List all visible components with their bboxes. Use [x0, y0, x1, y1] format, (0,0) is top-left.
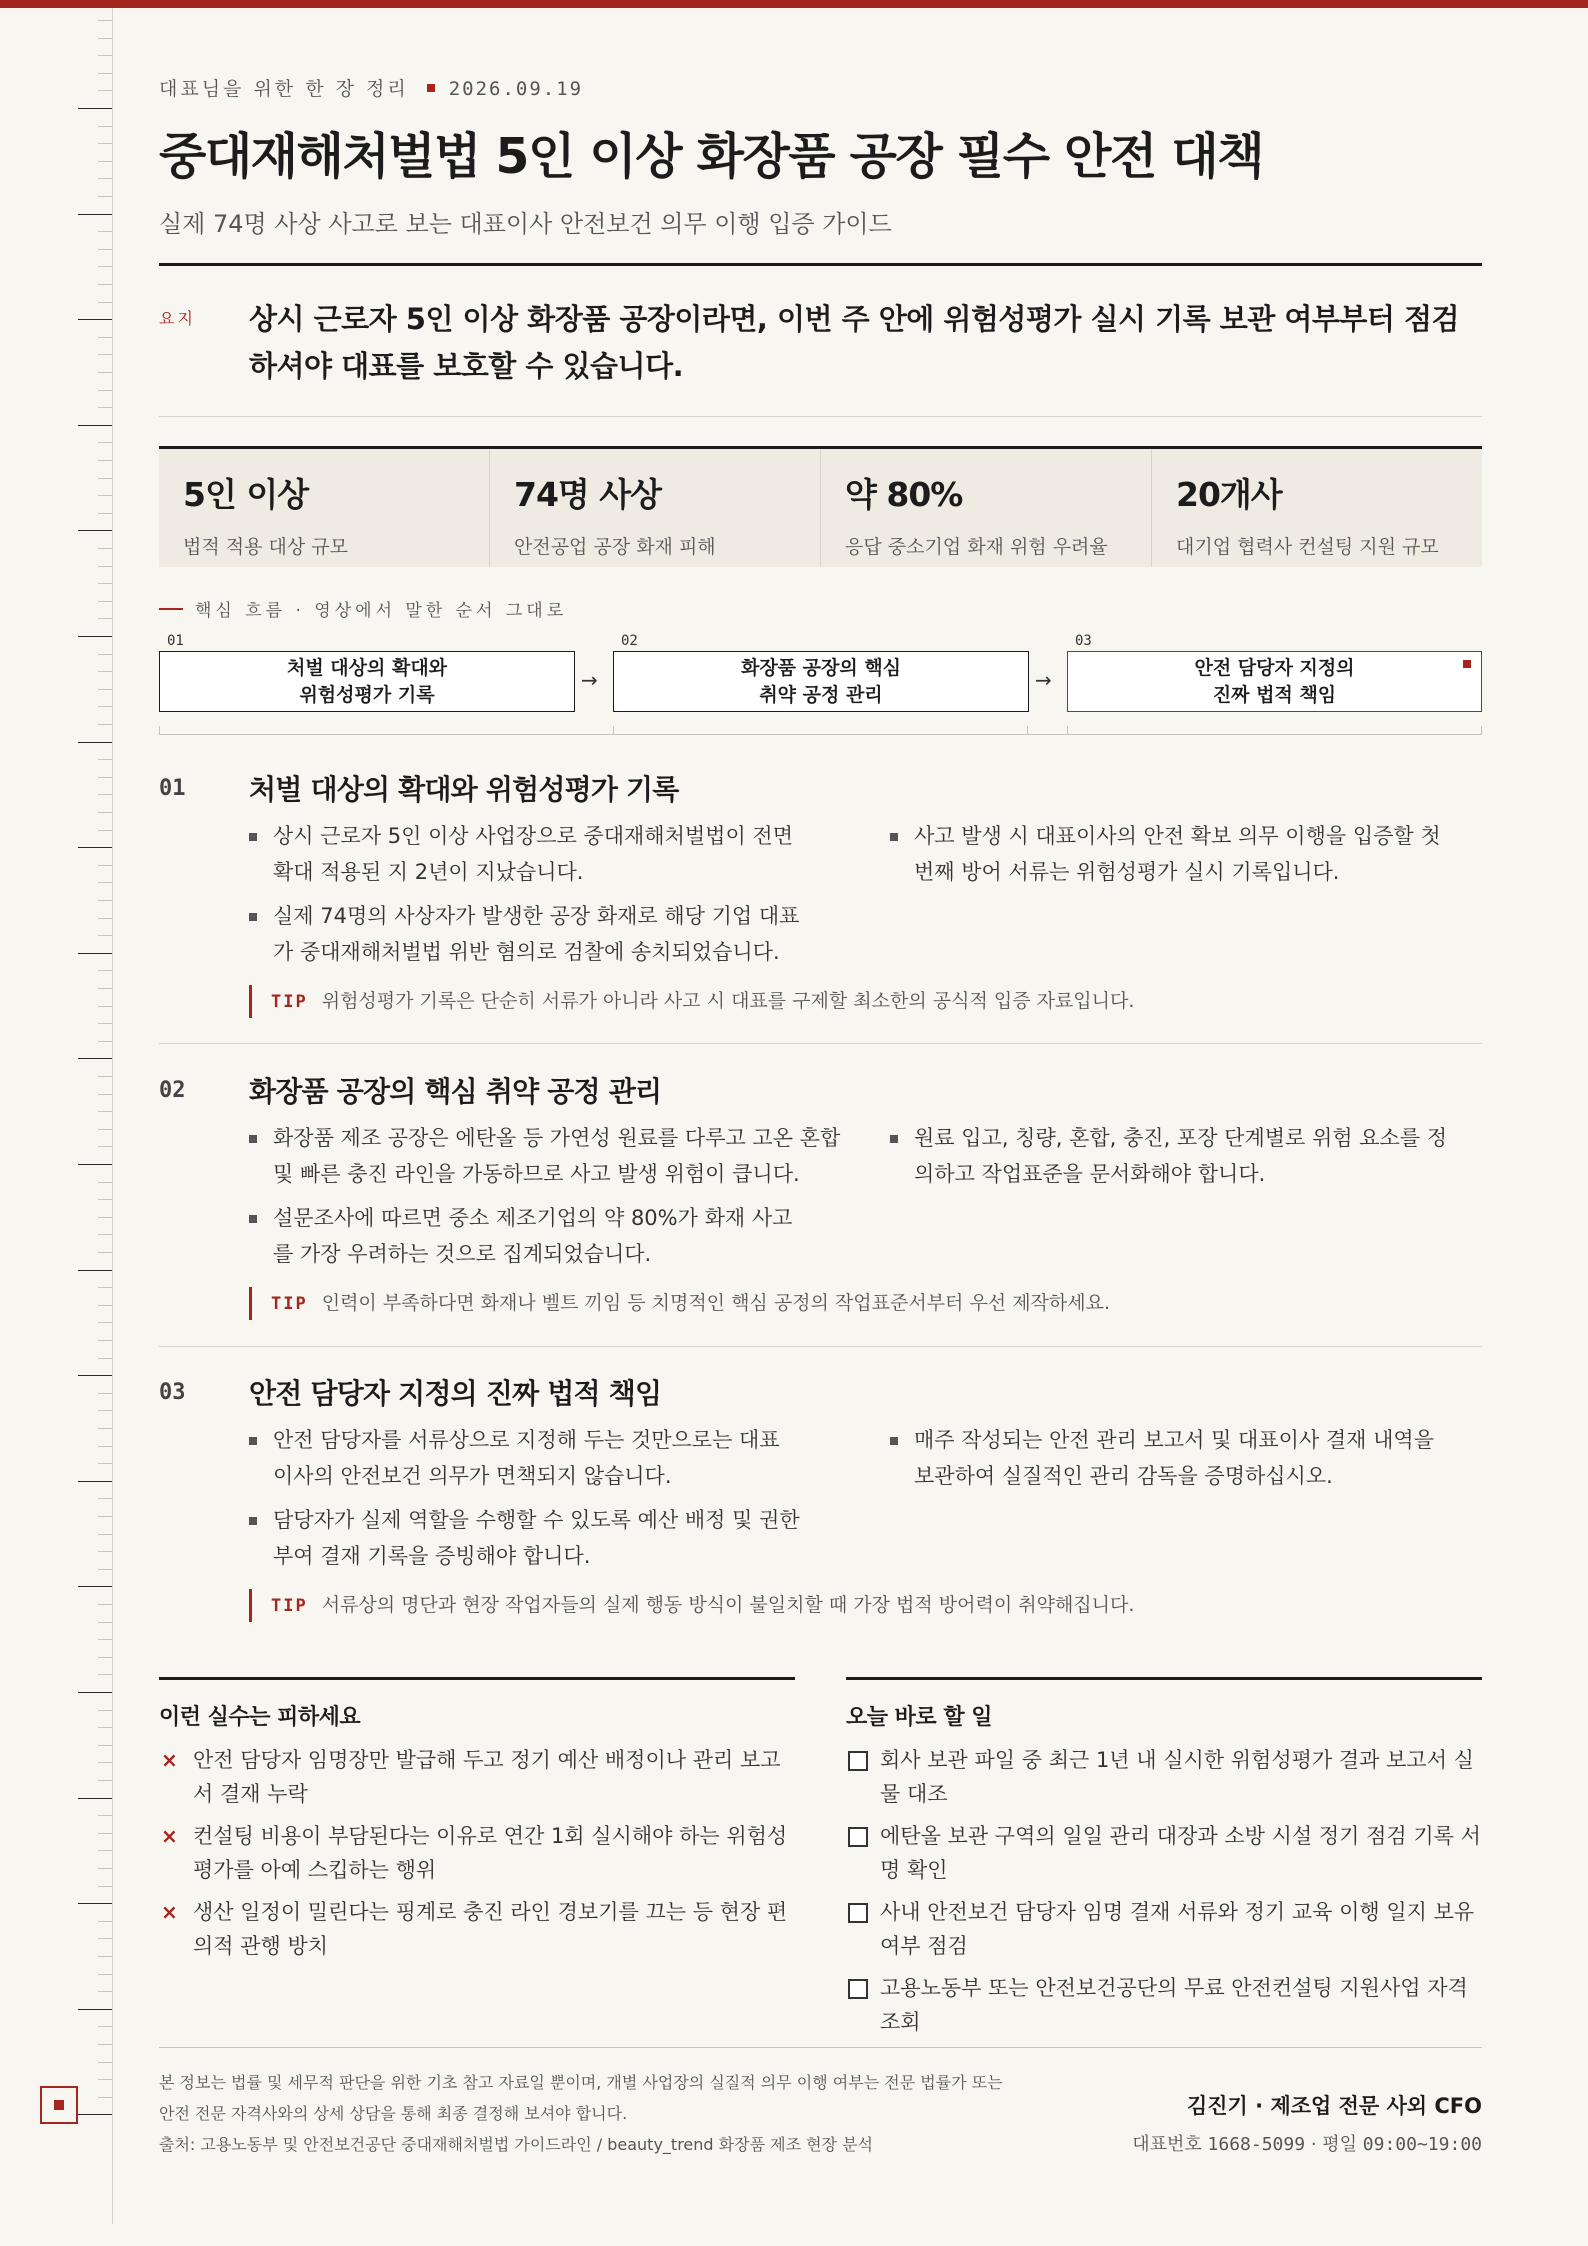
tip-text: 인력이 부족하다면 화재나 벨트 끼임 등 치명적인 핵심 공정의 작업표준서부터 우선 제작하세요. [321, 1292, 1111, 1314]
mistake-item [159, 1743, 795, 1811]
mistakes-title: 이런 실수는 피하세요 [159, 1705, 361, 1730]
ruler-tick [98, 478, 112, 479]
ruler-tick [98, 1446, 112, 1447]
mistake-item [159, 1819, 795, 1887]
ruler-tick [98, 759, 112, 760]
tip-text: 위험성평가 기록은 단순히 서류가 아니라 사고 시 대표를 구제할 최소한의 공식적 입증 자료입니다. [321, 990, 1135, 1012]
ruler-tick [98, 178, 112, 179]
section-bullet: 원료 입고, 칭량, 혼합, 충진, 포장 단계별로 위험 요소를 정의하고 작업표준을 문서화해야 합니다. [890, 1120, 1450, 1192]
ruler-tick [98, 794, 112, 795]
checkbox-icon[interactable] [848, 1979, 868, 1999]
stat-value: 20개사 [1176, 475, 1282, 514]
flow-step-line: 안전 담당자 지정의 [1194, 656, 1355, 679]
ruler-tick [98, 1516, 112, 1517]
separator: · [1310, 2134, 1323, 2155]
corner-mark-icon [40, 2086, 78, 2124]
ruler-tick [78, 636, 112, 637]
ruler-tick [98, 1076, 112, 1077]
todo-item[interactable] [846, 1743, 1482, 1811]
square-bullet-icon [427, 84, 435, 92]
contact-info [1132, 2130, 1482, 2156]
todo-item[interactable] [846, 1819, 1482, 1887]
ruler-tick [98, 1710, 112, 1711]
ruler-tick [98, 1639, 112, 1640]
section-title: 안전 담당자 지정의 진짜 법적 책임 [249, 1377, 662, 1410]
ruler-tick [98, 1305, 112, 1306]
ruler-tick [78, 847, 112, 848]
ruler-tick [98, 654, 112, 655]
ruler-tick [98, 2079, 112, 2080]
arrow-right-icon: → [1035, 668, 1052, 692]
ruler-tick [98, 882, 112, 883]
ruler-tick [98, 583, 112, 584]
ruler-tick [78, 319, 112, 320]
ruler-tick [98, 1745, 112, 1746]
ruler-tick [98, 2044, 112, 2045]
todo-title: 오늘 바로 할 일 [846, 1705, 992, 1730]
ruler-tick [78, 1903, 112, 1904]
ruler-tick [1067, 726, 1068, 735]
phone-number[interactable]: 1668-5099 [1207, 2134, 1306, 2155]
ruler-tick [98, 548, 112, 549]
ruler-tick [98, 284, 112, 285]
stat-label: 응답 중소기업 화재 위험 우려율 [845, 536, 1108, 558]
ruler-tick [98, 1727, 112, 1728]
ruler-tick [78, 1375, 112, 1376]
flow-step-number: 03 [1075, 633, 1092, 649]
stat-card [1152, 449, 1482, 567]
section-tip [249, 985, 1134, 1018]
ruler-tick [98, 1023, 112, 1024]
ruler-tick [98, 73, 112, 74]
todo-text: 사내 안전보건 담당자 임명 결재 서류와 정기 교육 이행 일지 보유 여부 점검 [880, 1900, 1475, 1958]
hours-label: 평일 [1322, 2134, 1358, 2155]
ruler-tick [98, 1428, 112, 1429]
dash-icon [159, 608, 183, 610]
ruler-tick [98, 918, 112, 919]
section-number: 01 [159, 776, 186, 801]
footer-divider [159, 2047, 1482, 2048]
ruler-tick [98, 1199, 112, 1200]
ruler-tick [78, 1692, 112, 1693]
section-bullet: 상시 근로자 5인 이상 사업장으로 중대재해처벌법이 전면 확대 적용된 지 2년이 지났습니다. [249, 818, 809, 890]
ruler-tick [98, 1762, 112, 1763]
ruler-tick [98, 1234, 112, 1235]
ruler-tick [159, 726, 160, 735]
section-number: 02 [159, 1078, 186, 1103]
business-hours: 09:00~19:00 [1362, 2134, 1482, 2155]
ruler-tick [98, 900, 112, 901]
ruler-tick [98, 1393, 112, 1394]
ruler-tick [78, 1798, 112, 1799]
ruler-tick [98, 143, 112, 144]
ruler-tick [98, 2026, 112, 2027]
ruler-tick [98, 161, 112, 162]
ruler-tick [98, 1094, 112, 1095]
ruler-tick [98, 1974, 112, 1975]
ruler-tick [98, 196, 112, 197]
ruler-tick [98, 513, 112, 514]
ruler-tick [98, 1886, 112, 1887]
section-bullet: 담당자가 실제 역할을 수행할 수 있도록 예산 배정 및 권한 부여 결재 기록을 증빙해야 합니다. [249, 1502, 809, 1574]
title-divider [159, 263, 1482, 266]
ruler-tick [98, 566, 112, 567]
stat-label: 대기업 협력사 컨설팅 지원 규모 [1176, 536, 1439, 558]
ruler-tick [98, 460, 112, 461]
ruler-tick [78, 1058, 112, 1059]
ruler-tick [98, 1498, 112, 1499]
todo-item[interactable] [846, 1971, 1482, 2039]
summary-label: 요지 [159, 309, 196, 328]
ruler-tick [98, 1340, 112, 1341]
ruler-tick [98, 90, 112, 91]
todo-text: 에탄올 보관 구역의 일일 관리 대장과 소방 시설 정기 점검 기록 서명 확인 [880, 1824, 1481, 1882]
x-mark-icon: × [161, 1824, 178, 1848]
ruler-tick [78, 425, 112, 426]
section-bullet: 설문조사에 따르면 중소 제조기업의 약 80%가 화재 사고를 가장 우려하는 것으로 집계되었습니다. [249, 1200, 809, 1272]
stat-value: 약 80% [845, 475, 963, 514]
ruler-tick [98, 495, 112, 496]
ruler-tick [78, 2114, 112, 2115]
flow-step-3 [1067, 651, 1482, 712]
footer-disclaimer [159, 2067, 1059, 2160]
ruler-tick [98, 126, 112, 127]
ruler-tick [98, 20, 112, 21]
ruler-tick [98, 390, 112, 391]
stat-label: 법적 적용 대상 규모 [183, 536, 348, 558]
ruler-tick [98, 249, 112, 250]
ruler-tick [1027, 726, 1028, 735]
section-title: 처벌 대상의 확대와 위험성평가 기록 [249, 773, 679, 806]
x-mark-icon: × [161, 1900, 178, 1924]
document-date: 2026.09.19 [448, 78, 584, 100]
section-bullet: 매주 작성되는 안전 관리 보고서 및 대표이사 결재 내역을 보관하여 실질적인 관리 감독을 증명하십시오. [890, 1422, 1450, 1494]
ruler-tick [98, 618, 112, 619]
ruler-tick [98, 1674, 112, 1675]
ruler-tick [98, 266, 112, 267]
checkbox-icon[interactable] [848, 1827, 868, 1847]
ruler-tick [78, 1586, 112, 1587]
stat-card [821, 449, 1152, 567]
source-line: 출처: 고용노동부 및 안전보건공단 중대재해처벌법 가이드라인 / beauty_trend 화장품 제조 현장 분석 [159, 2135, 874, 2154]
tip-tag: TIP [271, 1294, 308, 1314]
flow-ruler [159, 734, 1482, 735]
ruler-tick [98, 830, 112, 831]
mistakes-panel [159, 1677, 795, 1963]
stats-strip [159, 446, 1482, 567]
section-title: 화장품 공장의 핵심 취약 공정 관리 [249, 1075, 662, 1108]
ruler-tick [98, 1111, 112, 1112]
ruler-tick [98, 354, 112, 355]
section-bullet: 화장품 제조 공장은 에탄올 등 가연성 원료를 다루고 고온 혼합 및 빠른 충진 라인을 가동하므로 사고 발생 위험이 큽니다. [249, 1120, 849, 1192]
page-title: 중대재해처벌법 5인 이상 화장품 공장 필수 안전 대책 [159, 128, 1264, 185]
todo-panel [846, 1677, 1482, 2039]
ruler-tick [98, 2097, 112, 2098]
ruler-tick [98, 1252, 112, 1253]
todo-text: 고용노동부 또는 안전보건공단의 무료 안전컨설팅 지원사업 자격 조회 [880, 1976, 1468, 2034]
stat-card [159, 449, 490, 567]
ruler-tick [98, 1463, 112, 1464]
mistake-item [159, 1895, 795, 1963]
ruler-tick [98, 1604, 112, 1605]
stat-value: 74명 사상 [514, 475, 662, 514]
margin-ruler [78, 14, 112, 2214]
ruler-tick [98, 1182, 112, 1183]
mistake-text: 컨설팅 비용이 부담된다는 이유로 연간 1회 실시해야 하는 위험성평가를 아예 스킵하는 행위 [193, 1824, 788, 1882]
flow-step-2 [613, 651, 1029, 712]
eyebrow [159, 74, 583, 101]
ruler-tick [98, 970, 112, 971]
mistake-text: 생산 일정이 밀린다는 핑계로 충진 라인 경보기를 끄는 등 현장 편의적 관행 방치 [193, 1900, 788, 1958]
ruler-tick [98, 302, 112, 303]
stat-value: 5인 이상 [183, 475, 309, 514]
ruler-tick [98, 1006, 112, 1007]
page-subtitle: 실제 74명 사상 사고로 보는 대표이사 안전보건 의무 이행 입증 가이드 [159, 210, 892, 238]
eyebrow-text: 대표님을 위한 한 장 정리 [159, 78, 409, 100]
ruler-tick [98, 1956, 112, 1957]
ruler-tick [98, 671, 112, 672]
ruler-tick [98, 706, 112, 707]
disclaimer-line: 안전 전문 자격사와의 상세 상담을 통해 최종 결정해 보셔야 합니다. [159, 2104, 628, 2123]
ruler-tick [98, 1322, 112, 1323]
section-bullet: 실제 74명의 사상자가 발생한 공장 화재로 해당 기업 대표가 중대재해처벌법 위반 혐의로 검찰에 송치되었습니다. [249, 898, 809, 970]
flow-step-number: 01 [167, 633, 184, 649]
ruler-tick [613, 726, 614, 735]
phone-label: 대표번호 [1132, 2134, 1202, 2155]
ruler-tick [98, 1833, 112, 1834]
todo-text: 회사 보관 파일 중 최근 1년 내 실시한 위험성평가 결과 보고서 실물 대조 [880, 1748, 1474, 1806]
ruler-tick [98, 1217, 112, 1218]
ruler-tick [78, 108, 112, 109]
tip-text: 서류상의 명단과 현장 작업자들의 실제 행동 방식이 불일치할 때 가장 법적 방어력이 취약해집니다. [321, 1594, 1135, 1616]
ruler-tick [98, 442, 112, 443]
ruler-tick [98, 1041, 112, 1042]
ruler-tick [98, 1938, 112, 1939]
ruler-tick [78, 214, 112, 215]
flow-label [159, 596, 567, 621]
mistake-text: 안전 담당자 임명장만 발급해 두고 정기 예산 배정이나 관리 보고서 결재 누락 [193, 1748, 781, 1806]
ruler-tick [98, 55, 112, 56]
ruler-tick [98, 935, 112, 936]
ruler-tick [98, 777, 112, 778]
flow-step-line: 위험성평가 기록 [299, 683, 435, 706]
ruler-tick [98, 689, 112, 690]
section-tip [249, 1287, 1110, 1320]
ruler-tick [98, 1991, 112, 1992]
ruler-tick [98, 1921, 112, 1922]
ruler-tick [98, 1410, 112, 1411]
ruler-tick [98, 1657, 112, 1658]
author-name: 김진기 · 제조업 전문 사외 CFO [1186, 2094, 1482, 2118]
ruler-tick [1481, 726, 1482, 735]
ruler-tick [98, 1622, 112, 1623]
flow-step-number: 02 [621, 633, 638, 649]
ruler-tick [98, 1551, 112, 1552]
checkbox-icon[interactable] [848, 1751, 868, 1771]
ruler-tick [98, 601, 112, 602]
active-marker-icon [1463, 660, 1471, 668]
section-divider [159, 1346, 1482, 1347]
summary-text: 상시 근로자 5인 이상 화장품 공장이라면, 이번 주 안에 위험성평가 실시 기록 보관 여부부터 점검하셔야 대표를 보호할 수 있습니다. [249, 302, 1460, 383]
tip-tag: TIP [271, 1596, 308, 1616]
ruler-tick [98, 1815, 112, 1816]
flow-step-line: 취약 공정 관리 [759, 683, 883, 706]
section-divider [159, 1043, 1482, 1044]
ruler-tick [98, 1358, 112, 1359]
top-accent-bar [0, 0, 1588, 8]
ruler-tick [78, 1164, 112, 1165]
flow-label-text: 핵심 흐름 · 영상에서 말한 순서 그대로 [195, 601, 568, 621]
ruler-tick [98, 1868, 112, 1869]
ruler-tick [78, 1481, 112, 1482]
ruler-tick [98, 1850, 112, 1851]
ruler-tick [98, 724, 112, 725]
ruler-tick [98, 988, 112, 989]
ruler-tick [98, 372, 112, 373]
ruler-tick [98, 1569, 112, 1570]
checkbox-icon[interactable] [848, 1903, 868, 1923]
ruler-tick [78, 1270, 112, 1271]
flow-step-line: 화장품 공장의 핵심 [740, 656, 902, 679]
flow-step-line: 진짜 법적 책임 [1212, 683, 1337, 706]
ruler-tick [78, 530, 112, 531]
section-tip [249, 1589, 1134, 1622]
summary-divider [159, 416, 1482, 417]
ruler-tick [98, 2062, 112, 2063]
ruler-tick [98, 865, 112, 866]
ruler-tick [98, 38, 112, 39]
ruler-tick [98, 407, 112, 408]
x-mark-icon: × [161, 1748, 178, 1772]
ruler-tick [98, 1780, 112, 1781]
tip-tag: TIP [271, 992, 308, 1012]
ruler-tick [98, 1534, 112, 1535]
disclaimer-line: 본 정보는 법률 및 세무적 판단을 위한 기초 참고 자료일 뿐이며, 개별 사업장의 실질적 의무 이행 여부는 전문 법률가 또는 [159, 2073, 1003, 2092]
ruler-tick [98, 337, 112, 338]
section-number: 03 [159, 1380, 186, 1405]
margin-rail [112, 8, 113, 2224]
ruler-tick [98, 812, 112, 813]
ruler-tick [98, 231, 112, 232]
ruler-tick [98, 1129, 112, 1130]
ruler-tick [98, 1287, 112, 1288]
ruler-tick [78, 742, 112, 743]
flow-step-line: 처벌 대상의 확대와 [286, 656, 448, 679]
ruler-tick [78, 953, 112, 954]
section-bullet: 사고 발생 시 대표이사의 안전 확보 의무 이행을 입증할 첫 번째 방어 서류는 위험성평가 실시 기록입니다. [890, 818, 1450, 890]
section-bullet: 안전 담당자를 서류상으로 지정해 두는 것만으로는 대표이사의 안전보건 의무가 면책되지 않습니다. [249, 1422, 789, 1494]
ruler-tick [78, 2009, 112, 2010]
stat-label: 안전공업 공장 화재 피해 [514, 536, 716, 558]
ruler-tick [98, 1146, 112, 1147]
flow-step-1 [159, 651, 575, 712]
stat-card [490, 449, 821, 567]
todo-item[interactable] [846, 1895, 1482, 1963]
arrow-right-icon: → [581, 668, 598, 692]
